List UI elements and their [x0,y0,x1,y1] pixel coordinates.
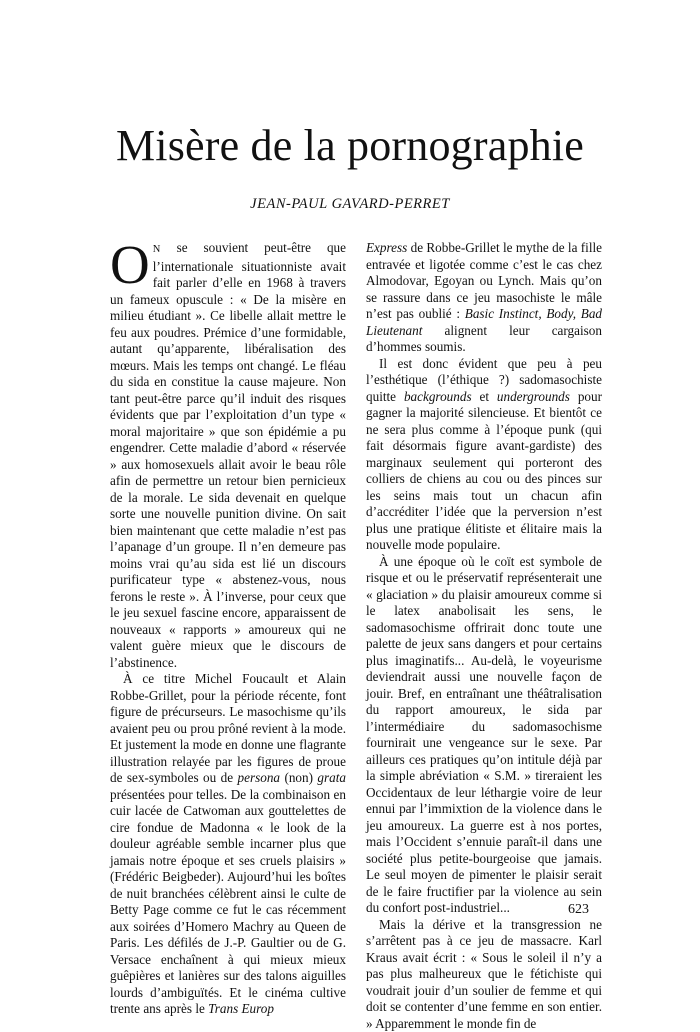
paragraph [366,240,602,356]
paragraph-text: pour gagner la majorité silencieuse. Et bientôt ce ne sera plus comme à l’époque punk (qui fait désormais figure avant-gardiste) des marginaux seulement qui porteront des colliers de chiens au cou ou des pinces sur les seins mais tout un chacun afin d’accréditer l’idée que la perversion n’est plus une pratique élitiste et élitaire mais la nouvelle mode populaire. [366,389,602,553]
italic-text: undergrounds [497,389,570,404]
paragraph [366,356,602,554]
paragraph-text: se souvient peut-être que l’internationale situationniste avait fait parler d’elle en 1968 à travers un fameux opuscule : « De la misère en milieu étudiant ». Ce libelle allait mettre le feu aux poudres. Prémice d’une formidable, autant qu’apparente, libéralisation des mœurs. Mais les temps ont changé. Le fléau du sida en constitue la cause majeure. Non tant peut-être parce qu’il induit des risques évidents que par l’exploitation d’un type « moral majoritaire » que son épidémie a pu engendrer. Cette maladie d’abord « réservée » aux homosexuels allait avoir le beau rôle afin de permettre un retour bien pernicieux de la morale. Le sida devenait en quelque sorte une nouvelle punition divine. On sait bien maintenant que cette maladie n’est pas l’apanage d’un groupe. Il n’en demeure pas moins vrai qu’au sida est lié un discours purificateur type « abstenez-vous, nous ferons le reste ». À l’inverse, pour ceux que le jeu sexuel fascine encore, apparaissent de nouveaux « rapports » amoureux qui ne valent guère mieux que le discours de l’abstinence. [110,240,346,670]
paragraph-text: de Robbe-Grillet le mythe de la fille entravée et ligotée comme c’est le cas chez Almodovar, Egoyan ou Lynch. Mais qu’on se rassure dans ce jeu masochiste le mâle n’est pas oublié : [366,240,602,321]
drop-cap: O [110,243,150,287]
small-caps-text: N [153,244,161,255]
right-column [366,240,602,1032]
paragraph [110,671,346,1018]
author-name: JEAN-PAUL GAVARD-PERRET [0,196,700,213]
paragraph: Mais la dérive et la transgression ne s’arrêtent pas à ce jeu de massacre. Karl Kraus avait écrit : « Sous le soleil il n’y a pas plus malheureux que le fétichiste qui voudrait jouir d’un soulier de femme et qui doit se contenter d’une femme en son entier. » Apparemment le monde fin de [366,917,602,1032]
italic-text: Express [366,240,407,255]
italic-text: Basic Instinct, Body, Bad Lieutenant [366,306,602,338]
article-title: Misère de la pornographie [0,120,700,171]
paragraph-text: À ce titre Michel Foucault et Alain Robbe-Grillet, pour la période récente, font figure de précurseurs. Le masochisme qu’ils avaient peu ou prou prôné revient à la mode. Et justement la mode en donne une flagrante illustration relayée par les figures de proue de sex-symboles ou de [110,671,346,785]
paragraph-text: et [472,389,497,404]
paragraph-text: alignent leur cargaison d’hommes soumis. [366,323,602,355]
paragraph-text: Il est donc évident que peu à peu l’esthétique (l’éthique ?) sadomasochiste quitte [366,356,602,404]
paragraph-text: présentées pour telles. De la combinaison en cuir lacée de Catwoman aux gouttelettes de cire fondue de Madonna « le look de la douleur agréable semble incarner plus que jamais notre époque et ses cruels plaisirs » (Frédéric Beigbeder). Aujourd’hui les boîtes de nuit branchées célèbrent ainsi le culte de Betty Page comme ce fut le cas récemment aux soirées d’Homero Machry au Queen de Paris. Les défilés de J.-P. Gaultier ou de G. Versace enchaînent à qui mieux mieux guêpières et lanières sur des talons aiguilles lourds d’ambiguïtés. Et le cinéma cultive trente ans après le [110,787,346,1017]
paragraph [110,240,346,671]
italic-text: grata [317,770,346,785]
italic-text: Trans Europ [208,1001,274,1016]
italic-text: backgrounds [404,389,472,404]
page-number: 623 [568,902,589,918]
italic-text: persona [238,770,281,785]
left-column [110,240,346,1018]
paragraph: À une époque où le coït est symbole de risque et ou le préservatif représenterait une « glaciation » du plaisir amoureux comme si le latex anabolisait les sens, le sadomasochisme offrirait donc toute une palette de jeux sans dangers et pour certains plus imaginatifs... Au-delà, le voyeurisme deviendrait aussi une nouvelle façon de jouir. Bref, en entraînant une théâtralisation du rapport amoureux, le sida par l’intermédiaire du sadomasochisme fournirait une vengeance sur le sexe. Par ailleurs ces pratiques qu’on intitule déjà par la simple abréviation « S.M. » tireraient les Occidentaux de leur léthargie voire de leur ennui par l’immixtion de la violence dans le jeu amoureux. La guerre est à nos portes, mais l’Occident s’ennuie paraît-il dans une société plus petite-bourgeoise que jamais. Le seul moyen de pimenter le plaisir serait de le faire fructifier par la violence au sein du confort post-industriel... [366,554,602,917]
paragraph-text: (non) [280,770,317,785]
